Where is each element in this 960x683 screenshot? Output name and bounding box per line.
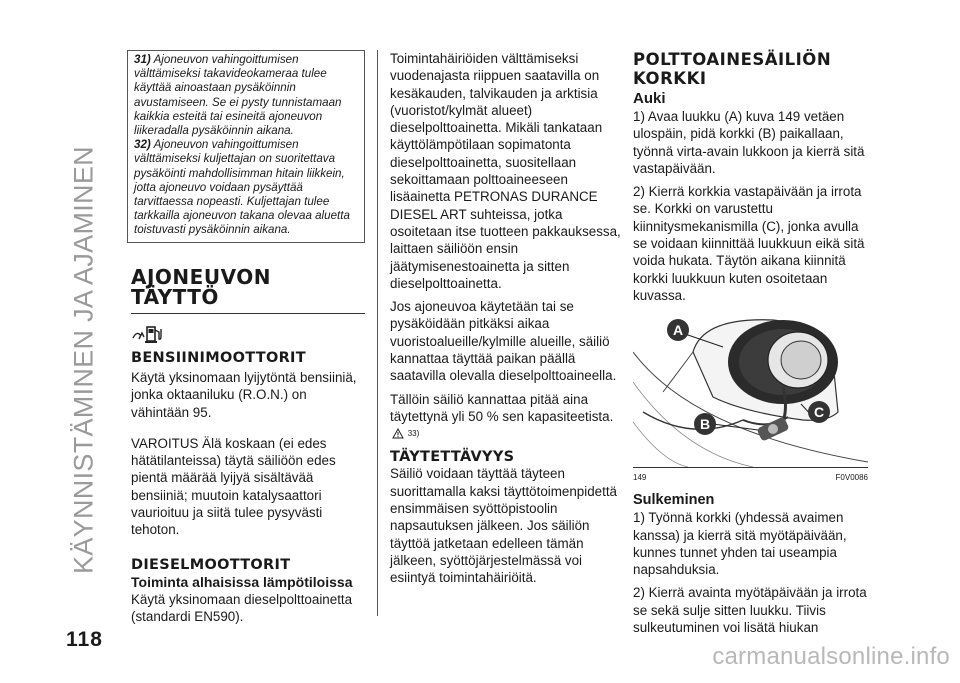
filling-heading: TÄYTETTÄVYYS xyxy=(390,449,515,466)
section-rule xyxy=(131,313,365,314)
diesel-heading: DIESELMOOTTORIT xyxy=(131,556,291,573)
note-number: 32) xyxy=(134,138,151,152)
fuel-pump-icon xyxy=(131,324,165,348)
warning-triangle-icon xyxy=(392,426,404,443)
notes-box xyxy=(127,50,365,243)
petrol-text: Käytä yksinomaan lyijytöntä bensiiniä, jonka oktaaniluku (R.O.N.) on vähintään 95. xyxy=(131,369,357,420)
callout-b: B xyxy=(699,416,711,433)
close-paragraph-2: 2) Kierrä avainta myötäpäivään ja irrota se sekä sulje sitten luukku. Tiivis sulkeutuminen voi lisätä hiukan xyxy=(633,585,867,636)
side-chapter-title: KÄYNNISTÄMINEN JA AJAMINEN xyxy=(68,146,99,574)
open-paragraph-2: 2) Kierrä korkkia vastapäivään ja irrota se. Korkki on varustettu kiinnitysmekanismilla (C), jonka avulla se voidaan kiinnittää luukkuun eikä sitä voida hukata. Täytön aikana kiinnitä korkki luukkuun kuten osoitetaan kuvassa. xyxy=(633,184,865,303)
fuel-cap-title-line1: POLTTOAINESÄILIÖN xyxy=(633,50,832,69)
diesel-paragraph-3-text: Tällöin säiliö kannattaa pitää aina täytettynä yli 50 % sen kapasiteetista. xyxy=(390,391,614,424)
watermark: carmanualsonline.info xyxy=(712,643,950,670)
callout-a: A xyxy=(672,322,684,339)
figure-caption xyxy=(633,469,868,486)
figure-code: F0V0086 xyxy=(835,473,868,483)
fuel-cap-illustration xyxy=(633,312,868,467)
column-3 xyxy=(633,50,868,642)
reference-number: 33) xyxy=(407,429,420,439)
column-2 xyxy=(390,50,626,592)
note-32 xyxy=(134,138,360,237)
diesel-subheading: Toiminta alhaisissa lämpötiloissa xyxy=(131,573,353,590)
note-text: Ajoneuvon vahingoittumisen välttämiseksi takavideokameraa tulee käyttää ainoastaan pysäköinnin avustamiseen. Se ei pysty tunnistamaan kaikkia esteitä tai esineitä ajoneuvon liikeradalla pysäköinnin aikana. xyxy=(134,53,342,138)
diesel-paragraph-1: Toimintahäiriöiden välttämiseksi vuodenajasta riippuen saatavilla on kesäkauden, talvikauden ja arktisia (vuoristot/kylmät alueet) dieselpolttoainetta. Mikäli tankataan käyttölämpötilaan sopimatonta dieselpolttoainetta, suositellaan sekoittamaan polttoaineeseen lisäainetta PETRONAS DURANCE DIESEL ART suhteissa, jotka osoitetaan itse tuotteen pakkauksessa, laittaen säiliöön ensin jäätymisenestoainetta ja sitten dieselpolttoainetta. xyxy=(390,51,621,291)
fuel-cap-title-line2: KORKKI xyxy=(633,69,707,88)
warning-text: VAROITUS Älä koskaan (ei edes hätätilanteissa) täytä säiliöön edes pientä määrää lyijyä sisältävää bensiiniä; muutoin katalysaattori vaurioituu ja siitä tulee pysyvästi tehoton. xyxy=(131,435,336,538)
open-paragraph-1: 1) Avaa luukku (A) kuva 149 vetäen ulospäin, pidä korkki (B) paikallaan, työnnä virta-avain lukkoon ja kierrä sitä vastapäivään. xyxy=(633,109,865,176)
figure-number: 149 xyxy=(633,473,647,483)
petrol-heading: BENSIINIMOOTTORIT xyxy=(131,349,306,366)
diesel-text: Käytä yksinomaan dieselpolttoainetta (standardi EN590). xyxy=(131,591,353,624)
close-paragraph-1: 1) Työnnä korkki (yhdessä avaimen kanssa) ja kierrä sitä myötäpäivään, kunnes tunnet yhden tai useampia napsahduksia. xyxy=(633,510,847,578)
note-number: 31) xyxy=(134,53,151,66)
filling-text: Säiliö voidaan täyttää täyteen suorittamalla kaksi täyttötoimenpidettä ensimmäisen syöttöpistoolin napsautuksen jälkeen. Jos säiliön täyttöä jatketaan edelleen tämän jälkeen, syöttöjärjestelmässä voi esiintyä toimintahäiriöitä. xyxy=(390,466,618,586)
column-divider-1 xyxy=(377,50,378,616)
note-text: Ajoneuvon vahingoittumisen välttämiseksi kuljettajan on suoritettava pysäköinti mahdollisimman hitain liikkein, jotta ajoneuvo voidaan pysäyttää tarvittaessa nopeasti. Kuljettajan tulee tarkkailla ajoneuvon takana olevaa aluetta toistuvasti pysäköinnin aikana. xyxy=(134,138,350,237)
open-subheading: Auki xyxy=(633,90,666,107)
callout-c: C xyxy=(813,404,825,421)
section-title-line2: TÄYTTÖ xyxy=(131,284,219,309)
note-31 xyxy=(134,53,360,138)
column-1 xyxy=(131,50,365,631)
diesel-paragraph-3 xyxy=(390,391,626,444)
close-subheading: Sulkeminen xyxy=(633,492,715,509)
page-number: 118 xyxy=(66,628,103,651)
section-title-line1: AJONEUVON xyxy=(131,264,271,289)
figure-149 xyxy=(633,312,868,483)
diesel-paragraph-2: Jos ajoneuvoa käytetään tai se pysäköidään pitkäksi aikaa vuoristoalueille/kylmille alueille, säiliö kannattaa täyttää paikan päällä saatavilla olevalla dieselpolttoaineella. xyxy=(390,299,617,384)
